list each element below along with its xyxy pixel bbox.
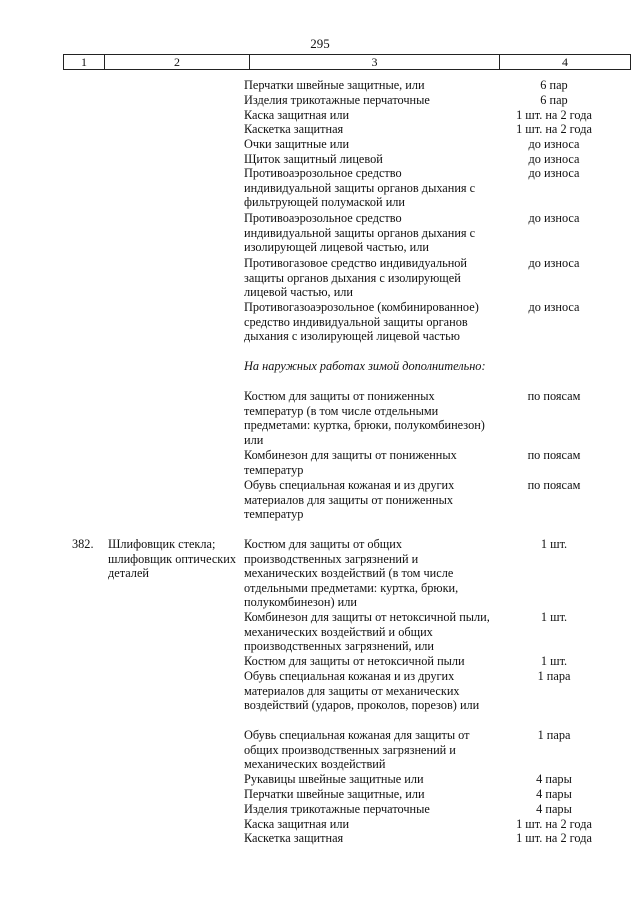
row-number: 382. bbox=[72, 537, 94, 551]
profession-name: Шлифовщик стекла; шлифовщик оптических деталей bbox=[108, 537, 237, 581]
column-header-1: 1 bbox=[64, 55, 105, 69]
page-number: 295 bbox=[310, 36, 330, 51]
column-header-2: 2 bbox=[105, 55, 250, 69]
column-header-4: 4 bbox=[562, 55, 568, 69]
column-header-3: 3 bbox=[250, 55, 500, 69]
table-header bbox=[63, 54, 631, 70]
